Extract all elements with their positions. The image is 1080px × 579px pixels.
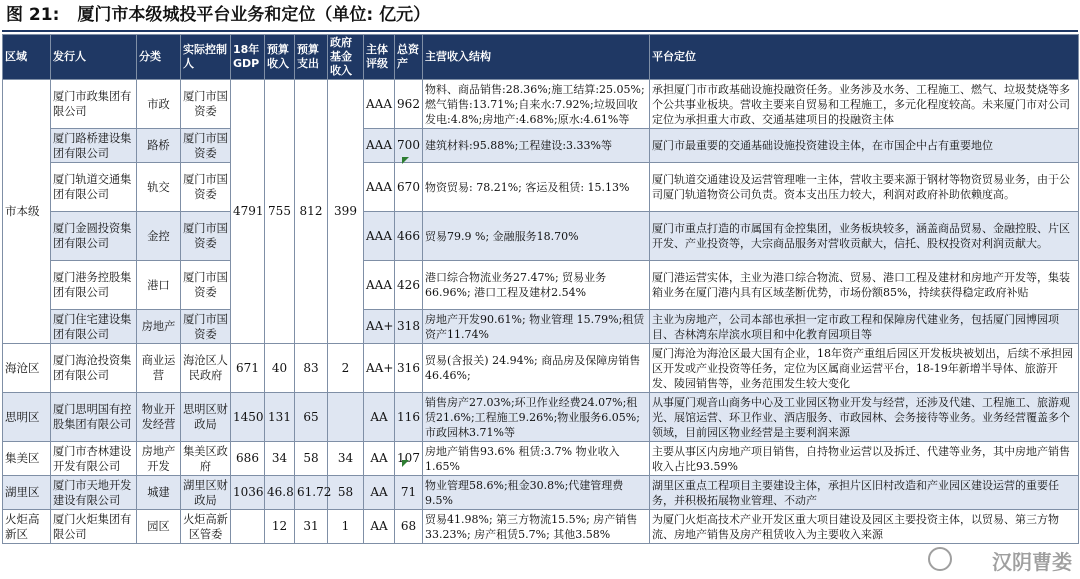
region-cell: 海沧区 bbox=[3, 344, 51, 393]
budget-expense-cell: 31 bbox=[295, 510, 328, 544]
assets-cell: 318 bbox=[395, 310, 423, 344]
watermark: 汉阴曹娄 bbox=[992, 550, 1072, 574]
category-cell: 市政 bbox=[137, 80, 181, 129]
budget-expense-cell: 61.72 bbox=[295, 476, 328, 510]
assets-cell: 426 bbox=[395, 261, 423, 310]
position-cell: 湖里区重点工程项目主要建设主体，承担片区旧村改造和产业园区建设运营的重要任务，并积极拓展物业管理、不动产 bbox=[650, 476, 1079, 510]
budget-expense-cell: 65 bbox=[295, 393, 328, 442]
header-positioning: 平台定位 bbox=[650, 35, 1079, 80]
budget-income-cell: 12 bbox=[265, 510, 295, 544]
category-cell: 路桥 bbox=[137, 129, 181, 163]
income-cell: 物料、商品销售:28.36%;施工结算:25.05%;燃气销售:13.71%;自来水:7.92%;垃圾回收发电:4.8%;房地产:4.68%;原水:4.61%等 bbox=[423, 80, 650, 129]
income-cell: 房地产开发90.61%; 物业管理 15.79%;租赁资产11.74% bbox=[423, 310, 650, 344]
figure-caption: 厦门市本级城投平台业务和定位（单位: 亿元） bbox=[77, 5, 431, 25]
figure-title bbox=[6, 2, 430, 28]
position-cell: 厦门港运营实体，主业为港口综合物流、贸易、港口工程及建材和房地产开发等，集装箱业务在厦门港内具有区域垄断优势，市场份额85%，持续获得稳定政府补贴 bbox=[650, 261, 1079, 310]
category-cell: 城建 bbox=[137, 476, 181, 510]
gdp-cell: 4791 bbox=[231, 80, 265, 344]
header-row bbox=[3, 35, 1079, 80]
fund-income-cell bbox=[328, 393, 364, 442]
budget-income-cell: 46.8 bbox=[265, 476, 295, 510]
controller-cell: 海沧区人民政府 bbox=[181, 344, 231, 393]
table-row bbox=[3, 510, 1079, 544]
header-gdp: 18年GDP bbox=[231, 35, 265, 80]
category-cell: 物业开发经营 bbox=[137, 393, 181, 442]
income-cell: 港口综合物流业务27.47%; 贸易业务66.96%; 港口工程及建材2.54% bbox=[423, 261, 650, 310]
rating-cell: AA bbox=[364, 510, 395, 544]
income-cell: 贸易79.9 %; 金融服务18.70% bbox=[423, 212, 650, 261]
fund-income-cell: 1 bbox=[328, 510, 364, 544]
category-cell: 商业运营 bbox=[137, 344, 181, 393]
rating-cell: AA+ bbox=[364, 344, 395, 393]
category-cell: 园区 bbox=[137, 510, 181, 544]
budget-income-cell: 40 bbox=[265, 344, 295, 393]
category-cell: 房地产开发 bbox=[137, 442, 181, 476]
table-row bbox=[3, 80, 1079, 129]
income-cell: 贸易41.98%; 第三方物流15.5%; 房产销售33.23%; 房产租赁5.7%; 其他3.58% bbox=[423, 510, 650, 544]
header-budget-expense: 预算支出 bbox=[295, 35, 328, 80]
income-cell: 物业管理58.6%;租金30.8%;代建管理费9.5% bbox=[423, 476, 650, 510]
category-cell: 港口 bbox=[137, 261, 181, 310]
budget-income-cell: 34 bbox=[265, 442, 295, 476]
region-cell: 集美区 bbox=[3, 442, 51, 476]
table-row bbox=[3, 476, 1079, 510]
fund-income-cell: 2 bbox=[328, 344, 364, 393]
budget-expense-cell: 83 bbox=[295, 344, 328, 393]
assets-cell: 71 bbox=[395, 476, 423, 510]
controller-cell: 厦门市国资委 bbox=[181, 310, 231, 344]
income-cell: 建筑材料:95.88%;工程建设:3.33%等 bbox=[423, 129, 650, 163]
table-row bbox=[3, 129, 1079, 163]
rating-cell: AA bbox=[364, 393, 395, 442]
rating-cell: AAA bbox=[364, 261, 395, 310]
position-cell: 主业为房地产，公司本部也承担一定市政工程和保障房代建业务，包括厦门园博园项目、杏林湾东岸滨水项目和中化教育园项目等 bbox=[650, 310, 1079, 344]
header-assets: 总资产 bbox=[395, 35, 423, 80]
table-row bbox=[3, 163, 1079, 212]
budget-expense-cell: 58 bbox=[295, 442, 328, 476]
header-issuer: 发行人 bbox=[51, 35, 137, 80]
position-cell: 从事厦门观音山商务中心及工业园区物业开发与经营，还涉及代建、工程施工、旅游观光、展馆运营、环卫作业、酒店服务、市政园林、会务接待等业务。业务经营覆盖多个领域，目前园区物业经营是主要利润来源 bbox=[650, 393, 1079, 442]
rating-cell: AAA bbox=[364, 212, 395, 261]
position-cell: 承担厦门市市政基础设施投融资任务。业务涉及水务、工程施工、燃气、垃圾焚烧等多个公共事业板块。营收主要来自贸易和工程施工，多元化程度较高。未来厦门市对公司定位为承担重大市政、交通基建项目的投融资主体 bbox=[650, 80, 1079, 129]
income-cell: 销售房产27.03%;环卫作业经费24.07%;租赁21.6%;工程施工9.26%;物业服务6.05%;市政园林3.71%等 bbox=[423, 393, 650, 442]
assets-cell: 68 bbox=[395, 510, 423, 544]
rating-cell: AAA bbox=[364, 163, 395, 212]
income-cell: 物资贸易: 78.21%; 客运及租赁: 15.13% bbox=[423, 163, 650, 212]
assets-cell: 116 bbox=[395, 393, 423, 442]
figure-number: 图 21: bbox=[6, 5, 60, 25]
cell-comment-marker bbox=[402, 157, 409, 164]
header-rating: 主体评级 bbox=[364, 35, 395, 80]
gdp-cell bbox=[231, 510, 265, 544]
position-cell: 主要从事区内房地产项目销售，自持物业运营以及拆迁、代建等业务，其中房地产销售收入占比93.59% bbox=[650, 442, 1079, 476]
header-region: 区域 bbox=[3, 35, 51, 80]
controller-cell: 湖里区财政局 bbox=[181, 476, 231, 510]
region-cell: 火炬高新区 bbox=[3, 510, 51, 544]
position-cell: 厦门市最重要的交通基础设施投资建设主体，在市国企中占有重要地位 bbox=[650, 129, 1079, 163]
table-row bbox=[3, 393, 1079, 442]
title-rule bbox=[2, 30, 1078, 32]
category-cell: 金控 bbox=[137, 212, 181, 261]
assets-cell: 107 bbox=[395, 442, 423, 476]
controller-cell: 集美区政府 bbox=[181, 442, 231, 476]
budget-income-cell: 131 bbox=[265, 393, 295, 442]
issuer-cell: 厦门市天地开发建设有限公司 bbox=[51, 476, 137, 510]
controller-cell: 厦门市国资委 bbox=[181, 261, 231, 310]
region-cell: 湖里区 bbox=[3, 476, 51, 510]
assets-cell: 700 bbox=[395, 129, 423, 163]
issuer-cell: 厦门火炬集团有限公司 bbox=[51, 510, 137, 544]
rating-cell: AA bbox=[364, 476, 395, 510]
rating-cell: AA+ bbox=[364, 310, 395, 344]
gdp-cell: 686 bbox=[231, 442, 265, 476]
controller-cell: 火炬高新区管委 bbox=[181, 510, 231, 544]
region-cell: 思明区 bbox=[3, 393, 51, 442]
header-fund-income: 政府基金收入 bbox=[328, 35, 364, 80]
assets-cell: 670 bbox=[395, 163, 423, 212]
issuer-cell: 厦门海沧投资集团有限公司 bbox=[51, 344, 137, 393]
fund-income-cell: 34 bbox=[328, 442, 364, 476]
budget-income-cell: 755 bbox=[265, 80, 295, 344]
controller-cell: 厦门市国资委 bbox=[181, 163, 231, 212]
position-cell: 厦门轨道交通建设及运营管理唯一主体，营收主要来源于钢材等物资贸易业务，由于公司厦门轨道物资公司负责。资本支出压力较大，利润对政府补助依赖度高。 bbox=[650, 163, 1079, 212]
table-row bbox=[3, 344, 1079, 393]
table-row bbox=[3, 310, 1079, 344]
issuer-cell: 厦门港务控股集团有限公司 bbox=[51, 261, 137, 310]
income-cell: 贸易(含报关) 24.94%; 商品房及保障房销售46.46%; bbox=[423, 344, 650, 393]
fund-income-cell: 399 bbox=[328, 80, 364, 344]
rating-cell: AA bbox=[364, 442, 395, 476]
table-row bbox=[3, 261, 1079, 310]
controller-cell: 厦门市国资委 bbox=[181, 80, 231, 129]
position-cell: 厦门海沧为海沧区最大国有企业，18年资产重组后园区开发板块被划出，后续不承担园区开发或产业投资等任务，定位为区属商业运营平台，18-19年新增半导体、旅游开发、陵园销售等，业务范围发生较大变化 bbox=[650, 344, 1079, 393]
table-row bbox=[3, 212, 1079, 261]
issuer-cell: 厦门轨道交通集团有限公司 bbox=[51, 163, 137, 212]
controller-cell: 思明区财政局 bbox=[181, 393, 231, 442]
issuer-cell: 厦门住宅建设集团有限公司 bbox=[51, 310, 137, 344]
watermark-logo-icon bbox=[928, 547, 952, 571]
header-income-structure: 主营收入结构 bbox=[423, 35, 650, 80]
category-cell: 房地产 bbox=[137, 310, 181, 344]
controller-cell: 厦门市国资委 bbox=[181, 212, 231, 261]
income-cell: 房地产销售93.6% 租赁:3.7% 物业收入1.65% bbox=[423, 442, 650, 476]
category-cell: 轨交 bbox=[137, 163, 181, 212]
assets-cell: 962 bbox=[395, 80, 423, 129]
assets-cell: 466 bbox=[395, 212, 423, 261]
table-row bbox=[3, 442, 1079, 476]
issuer-cell: 厦门路桥建设集团有限公司 bbox=[51, 129, 137, 163]
issuer-cell: 厦门金圆投资集团有限公司 bbox=[51, 212, 137, 261]
controller-cell: 厦门市国资委 bbox=[181, 129, 231, 163]
position-cell: 为厦门火炬高技术产业开发区重大项目建设及园区主要投资主体，以贸易、第三方物流、房地产销售及房产租赁收入为主要收入来源 bbox=[650, 510, 1079, 544]
gdp-cell: 1450 bbox=[231, 393, 265, 442]
issuer-cell: 厦门市杏林建设开发有限公司 bbox=[51, 442, 137, 476]
position-cell: 厦门市重点打造的市属国有金控集团，业务板块较多，涵盖商品贸易、金融控股、片区开发、产业投资等，大宗商品服务对营收贡献大，信托、股权投资对利润贡献大。 bbox=[650, 212, 1079, 261]
header-category: 分类 bbox=[137, 35, 181, 80]
issuer-cell: 厦门市政集团有限公司 bbox=[51, 80, 137, 129]
header-budget-income: 预算收入 bbox=[265, 35, 295, 80]
issuer-cell: 厦门思明国有控股集团有限公司 bbox=[51, 393, 137, 442]
rating-cell: AAA bbox=[364, 129, 395, 163]
platform-table bbox=[2, 34, 1079, 544]
region-cell: 市本级 bbox=[3, 80, 51, 344]
gdp-cell: 1036 bbox=[231, 476, 265, 510]
fund-income-cell: 58 bbox=[328, 476, 364, 510]
gdp-cell: 671 bbox=[231, 344, 265, 393]
assets-cell: 316 bbox=[395, 344, 423, 393]
header-controller: 实际控制人 bbox=[181, 35, 231, 80]
rating-cell: AAA bbox=[364, 80, 395, 129]
cell-comment-marker bbox=[402, 460, 409, 467]
budget-expense-cell: 812 bbox=[295, 80, 328, 344]
